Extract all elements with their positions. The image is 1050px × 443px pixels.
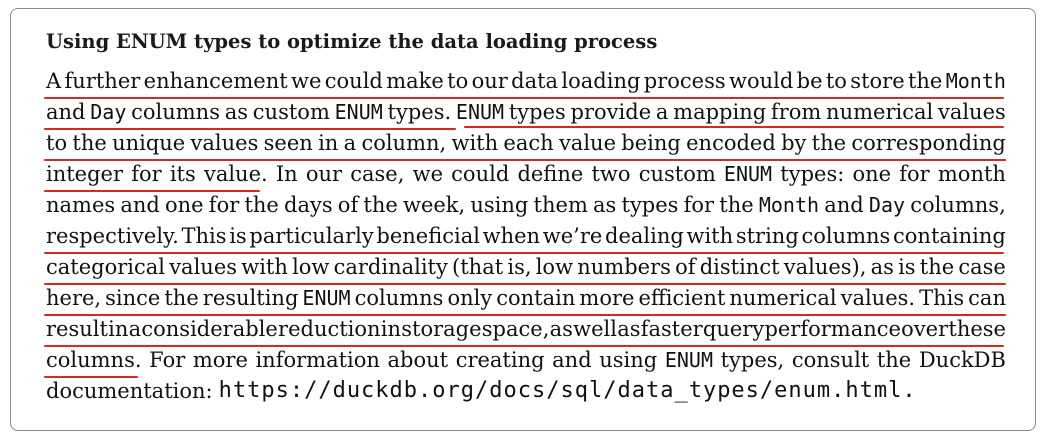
word: containing <box>893 224 1006 248</box>
word: value. <box>203 162 268 186</box>
text-line <box>46 159 1006 189</box>
word: since <box>105 286 161 310</box>
word: more <box>192 348 248 372</box>
word: low <box>535 255 574 279</box>
word: unique <box>112 131 186 155</box>
word: our <box>305 162 343 186</box>
word: numerical <box>826 100 934 124</box>
word: being <box>621 131 681 155</box>
word: distinct <box>699 255 780 279</box>
highlight-underline <box>44 159 1006 161</box>
word: types, <box>720 348 785 372</box>
word: here, <box>46 286 102 310</box>
word: using <box>470 193 529 217</box>
word: when <box>482 224 541 248</box>
word: columns <box>801 224 891 248</box>
word: respectively. <box>46 224 179 248</box>
word: enhancement <box>143 69 288 93</box>
word: of <box>675 255 696 279</box>
word: week, <box>402 193 466 217</box>
word: types <box>508 100 566 124</box>
word: numerical <box>729 286 837 310</box>
text-line <box>46 252 1006 282</box>
word: process <box>643 69 726 93</box>
word: well <box>573 317 617 341</box>
word: to <box>447 69 469 93</box>
word: storage <box>401 317 482 341</box>
word: as <box>617 317 641 341</box>
word: in <box>380 317 402 341</box>
word: loading <box>561 69 641 93</box>
inline-code: ENUM <box>664 348 714 372</box>
word: performance <box>764 317 901 341</box>
word: result <box>46 317 108 341</box>
word: the <box>164 286 199 310</box>
word: be <box>796 69 823 93</box>
inline-code: ENUM <box>723 162 773 186</box>
word: the <box>876 348 912 372</box>
word: and <box>824 193 864 217</box>
word: provide <box>570 100 652 124</box>
word: In <box>275 162 298 186</box>
word: each <box>503 131 554 155</box>
word: values), <box>783 255 867 279</box>
text-line <box>46 190 1006 220</box>
word: This <box>919 286 965 310</box>
word: the <box>811 131 847 155</box>
highlight-underline <box>44 345 1004 347</box>
word: the <box>907 69 943 93</box>
word: integer <box>46 162 124 186</box>
word: seen <box>263 131 313 155</box>
word: and <box>46 100 86 124</box>
word: with <box>451 131 499 155</box>
word: days <box>284 193 333 217</box>
highlight-underline <box>44 376 138 378</box>
word: to <box>46 131 68 155</box>
highlight-underline <box>44 252 1004 254</box>
word: we’re <box>542 224 603 248</box>
word: and <box>120 193 160 217</box>
inline-code: Month <box>945 69 1006 93</box>
word: dealing <box>605 224 684 248</box>
word: by <box>781 131 807 155</box>
word: numbers <box>577 255 671 279</box>
word: low <box>292 255 330 279</box>
word: types <box>621 193 679 217</box>
word: as <box>549 317 573 341</box>
text-line <box>46 128 1006 158</box>
word: case, <box>350 162 405 186</box>
word: considerable <box>141 317 278 341</box>
word: DuckDB <box>918 348 1006 372</box>
word: faster <box>640 317 703 341</box>
documentation-url: https://duckdb.org/docs/sql/data_types/enum.html. <box>218 378 917 403</box>
word: is <box>229 224 247 248</box>
word: names <box>46 193 116 217</box>
word: in <box>318 131 339 155</box>
highlight-underline <box>464 126 1004 128</box>
word: columns, <box>910 193 1006 217</box>
word: (that <box>452 255 504 279</box>
word: the <box>244 193 279 217</box>
word: them <box>533 193 588 217</box>
word: as <box>870 255 894 279</box>
word: define <box>517 162 584 186</box>
word: values. <box>840 286 916 310</box>
word: This <box>181 224 227 248</box>
text-line <box>46 97 1006 127</box>
word: could <box>324 69 383 93</box>
word: beneficial <box>376 224 480 248</box>
word: with <box>241 255 288 279</box>
word: these <box>948 317 1006 341</box>
word: in <box>108 317 129 341</box>
word: encoded <box>686 131 776 155</box>
word: columns. <box>46 348 142 372</box>
word: A <box>46 69 62 93</box>
word: column, <box>361 131 447 155</box>
highlight-underline <box>44 128 456 130</box>
word: over <box>901 317 949 341</box>
word: we <box>412 162 443 186</box>
word: types: <box>780 162 845 186</box>
inline-code: Month <box>758 193 820 217</box>
word: types. <box>387 100 452 124</box>
word: two <box>591 162 631 186</box>
word: particularly <box>249 224 374 248</box>
word: values <box>937 100 1006 124</box>
word: for <box>131 162 162 186</box>
highlight-underline <box>44 314 1006 316</box>
highlight-underline <box>44 97 1004 99</box>
word: columns <box>131 100 220 124</box>
word: cardinality <box>333 255 448 279</box>
word: information <box>255 348 380 372</box>
word: about <box>387 348 449 372</box>
word: string <box>735 224 799 248</box>
word: would <box>728 69 794 93</box>
word: our <box>471 69 508 93</box>
word: the <box>363 193 398 217</box>
word: from <box>770 100 822 124</box>
word: values <box>169 255 238 279</box>
word: values <box>190 131 259 155</box>
inline-code: ENUM <box>302 286 351 310</box>
word: is, <box>507 255 532 279</box>
word: for <box>899 162 930 186</box>
inline-code: Day <box>90 100 127 124</box>
word: resulting <box>202 286 299 310</box>
word: mapping <box>673 100 767 124</box>
word: For <box>149 348 186 372</box>
word: as <box>593 193 617 217</box>
word: data <box>511 69 559 93</box>
word: contain <box>496 286 576 310</box>
word: query <box>702 317 765 341</box>
word: one <box>852 162 892 186</box>
word: more <box>579 286 635 310</box>
word: the <box>719 193 754 217</box>
word: for <box>208 193 240 217</box>
word: with <box>686 224 734 248</box>
inline-code: Day <box>868 193 906 217</box>
word: could <box>451 162 510 186</box>
word: value <box>558 131 616 155</box>
text-line <box>46 345 1006 375</box>
word: documentation: <box>46 379 213 403</box>
inline-code: ENUM <box>334 100 383 124</box>
word: further <box>64 69 141 93</box>
word: only <box>447 286 493 310</box>
word: its <box>169 162 196 186</box>
word: a <box>343 131 357 155</box>
word: a <box>655 100 669 124</box>
word: categorical <box>46 255 165 279</box>
word: one <box>165 193 204 217</box>
word: the <box>919 255 955 279</box>
word: case <box>958 255 1006 279</box>
text-line <box>46 314 1006 344</box>
word: custom <box>252 100 330 124</box>
word: and <box>552 348 592 372</box>
word: reduction <box>278 317 381 341</box>
word: can <box>968 286 1006 310</box>
word: we <box>291 69 322 93</box>
word: a <box>128 317 142 341</box>
word: space, <box>481 317 550 341</box>
word: for <box>683 193 715 217</box>
word: as <box>224 100 249 124</box>
text-line <box>46 66 1006 96</box>
highlight-underline <box>44 283 1006 285</box>
word: to <box>825 69 847 93</box>
text-line <box>46 221 1006 251</box>
text-line <box>46 283 1006 313</box>
word: consult <box>791 348 870 372</box>
word: columns <box>354 286 444 310</box>
word: of <box>337 193 359 217</box>
word: store <box>850 69 905 93</box>
word: custom <box>638 162 716 186</box>
highlight-underline <box>44 190 260 192</box>
inline-code: ENUM <box>455 100 505 124</box>
word: the <box>72 131 107 155</box>
word: make <box>386 69 444 93</box>
word: corresponding <box>851 131 1006 155</box>
box-heading: Using ENUM types to optimize the data loading process <box>46 30 658 53</box>
word: creating <box>455 348 545 372</box>
word: is <box>898 255 916 279</box>
text-line <box>46 376 1006 406</box>
word: using <box>599 348 658 372</box>
word: month <box>937 162 1006 186</box>
word: efficient <box>638 286 726 310</box>
